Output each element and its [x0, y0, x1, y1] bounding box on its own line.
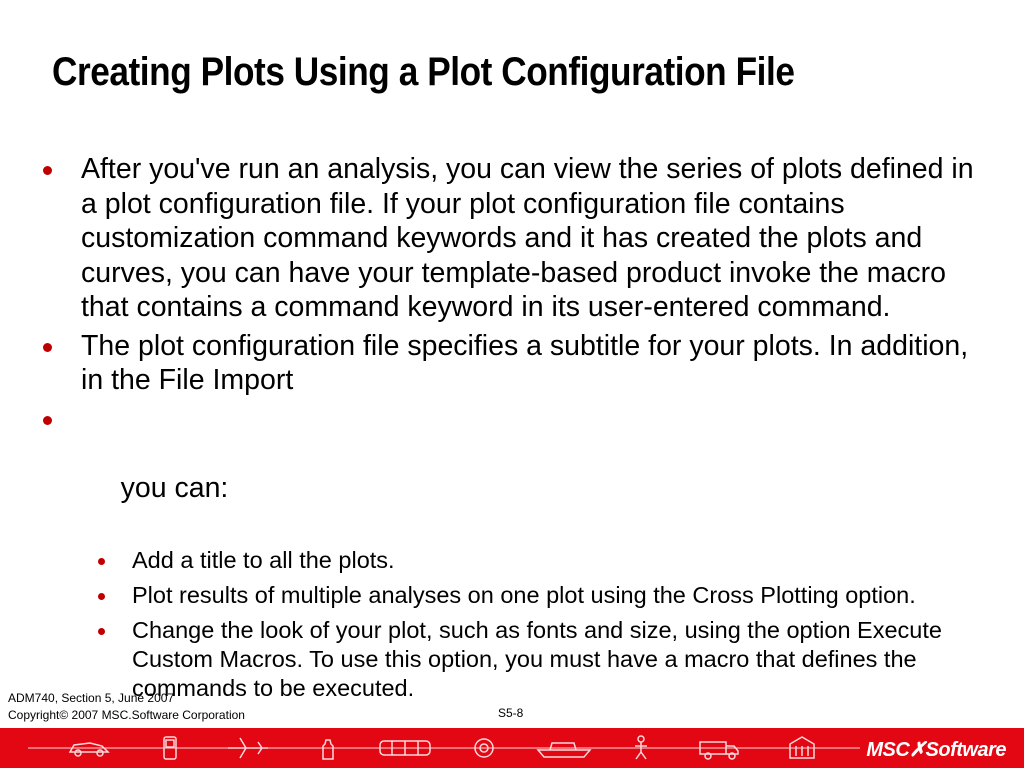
msc-software-logo: MSC✗Software	[866, 739, 1006, 761]
bullet-list	[0, 152, 1024, 703]
bullet-text: After you've run an analysis, you can view the series of plots defined in a plot configuration file. If your plot configuration file contains customization command keywords and it has created the plots and curves, you can have your template-based product invoke the macro that contains a command keyword in its user-entered command.	[81, 153, 974, 323]
bullet-dot-icon	[43, 416, 52, 425]
bullet-item	[0, 152, 1024, 325]
sub-bullet-dot-icon	[98, 558, 105, 565]
sub-bullet-item	[0, 546, 1024, 575]
sub-bullet-text: Change the look of your plot, such as fonts and size, using the option Execute Custom Macros. To use this option, you must have a macro that defines the commands to be executed.	[132, 616, 942, 701]
banner-icons	[0, 728, 880, 768]
sub-bullet-dot-icon	[98, 628, 105, 635]
slide-title: Creating Plots Using a Plot Configuration File	[52, 50, 795, 94]
footer-banner	[0, 728, 1024, 768]
page-number: S5-8	[498, 706, 524, 720]
bullet-item	[0, 402, 1024, 540]
bottle-icon	[323, 740, 333, 759]
footer-copyright: Copyright© 2007 MSC.Software Corporation	[8, 708, 245, 722]
ship-icon	[538, 743, 590, 757]
bullet-item	[0, 329, 1024, 398]
bullet-text: The plot configuration file specifies a subtitle for your plots. In addition, in the File Import	[81, 329, 969, 396]
sub-bullet-text: Plot results of multiple analyses on one plot using the Cross Plotting option.	[132, 581, 916, 608]
airplane-icon	[228, 738, 268, 758]
footer-info	[8, 690, 245, 724]
bullet-text: you can:	[112, 471, 229, 504]
footer-course: ADM740, Section 5, June 2007	[8, 691, 175, 705]
bullet-dot-icon	[43, 343, 52, 352]
bullet-dot-icon	[43, 166, 52, 175]
sub-bullet-dot-icon	[98, 593, 105, 600]
sub-bullet-item	[0, 581, 1024, 610]
car-icon	[70, 743, 108, 756]
truck-icon	[700, 742, 738, 759]
sub-bullet-text: Add a title to all the plots.	[132, 546, 395, 573]
